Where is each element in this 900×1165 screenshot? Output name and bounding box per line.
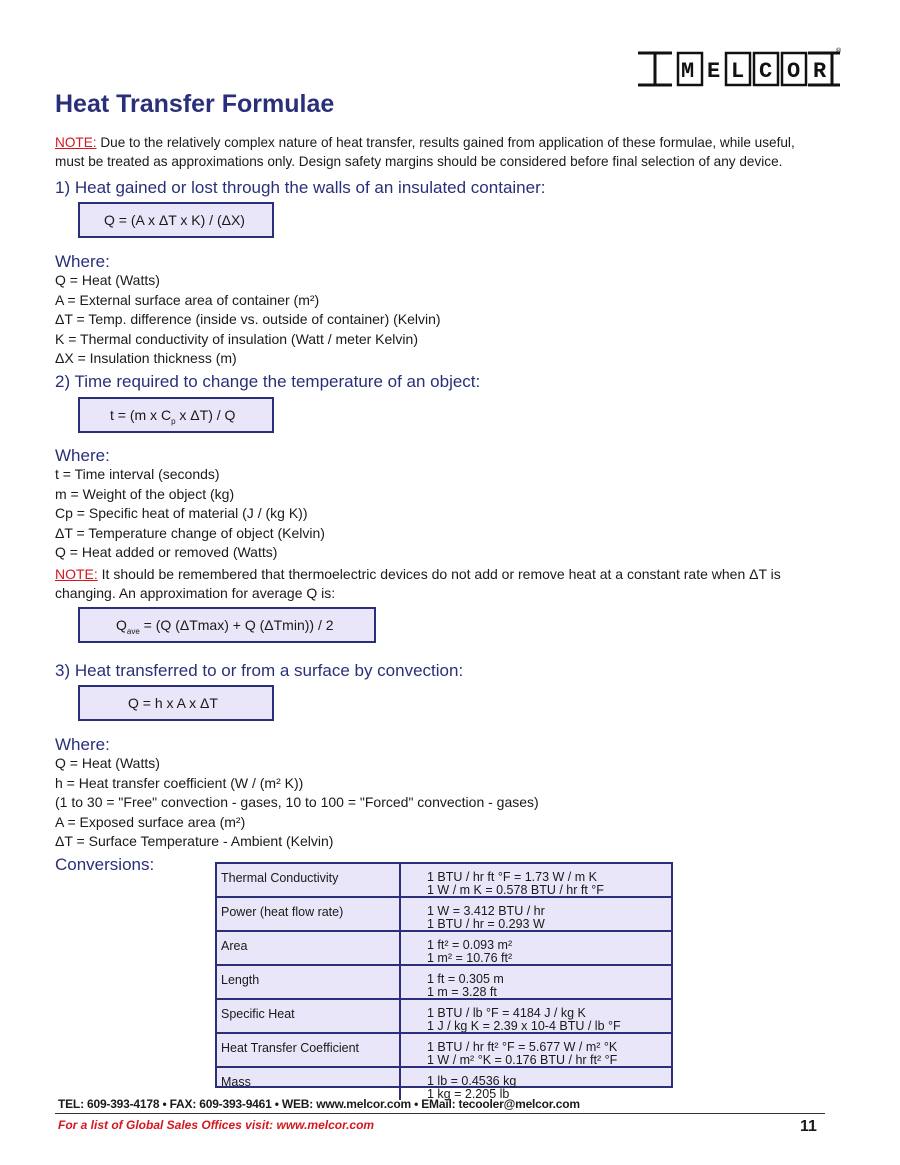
conversion-values	[401, 864, 671, 896]
conversion-line: 1 kg = 2.205 lb	[427, 1086, 510, 1101]
footer-offices-link[interactable]: For a list of Global Sales Offices visit: www.melcor.com	[58, 1118, 375, 1132]
note-2-label: NOTE:	[55, 566, 98, 582]
conversion-line: 1 J / kg K = 2.39 x 10-4 BTU / lb °F	[427, 1018, 621, 1033]
formula-box-2	[78, 397, 274, 433]
table-row	[217, 930, 671, 964]
conversion-line: 1 ft = 0.305 m	[427, 972, 504, 986]
definition-item: m = Weight of the object (kg)	[55, 485, 235, 502]
note-text-2: must be treated as approximations only. Design safety margins should be considered before final selection of any device.	[55, 154, 783, 169]
conversion-values	[401, 932, 671, 964]
logo-letter-l: L	[731, 59, 745, 84]
formula-1: Q = (A x ΔT x K) / (ΔX)	[104, 212, 245, 228]
definition-item: (1 to 30 = "Free" convection - gases, 10 to 100 = "Forced" convection - gases)	[55, 794, 539, 810]
definition-item: K = Thermal conductivity of insulation (Watt / meter Kelvin)	[55, 330, 418, 347]
definition-item: ΔT = Temp. difference (inside vs. outside of container) (Kelvin)	[55, 311, 441, 327]
melcor-logo	[636, 47, 844, 89]
conversion-line: 1 W / m² °K = 0.176 BTU / hr ft² °F	[427, 1052, 618, 1067]
registered-mark: ®	[836, 48, 842, 55]
conversion-line: 1 BTU / hr ft² °F = 5.677 W / m² °K	[427, 1040, 618, 1054]
where-label-2: Where:	[55, 446, 110, 465]
conversion-line: 1 lb = 0.4536 kg	[427, 1074, 517, 1088]
formula-3: Q = h x A x ΔT	[128, 695, 218, 711]
conversion-name: Mass	[217, 1068, 401, 1100]
conversion-values	[401, 1068, 671, 1100]
definition-item: Q = Heat added or removed (Watts)	[55, 544, 278, 560]
conversion-line: 1 BTU / lb °F = 4184 J / kg K	[427, 1006, 586, 1020]
section-2-heading: 2) Time required to change the temperature of an object:	[55, 372, 481, 391]
definitions-3	[55, 754, 539, 852]
formula-box-1	[78, 202, 274, 238]
conversion-line: 1 W / m K = 0.578 BTU / hr ft °F	[427, 882, 604, 897]
page-title: Heat Transfer Formulae	[55, 90, 335, 118]
conversion-name: Area	[217, 932, 401, 964]
table-row	[217, 998, 671, 1032]
definition-item: A = External surface area of container (m²)	[55, 291, 320, 308]
avg-q-sub: ave	[126, 626, 140, 636]
definition-item: ΔT = Surface Temperature - Ambient (Kelvin)	[55, 833, 334, 849]
conversion-name: Specific Heat	[217, 1000, 401, 1032]
definition-item: h = Heat transfer coefficient (W / (m² K))	[55, 774, 304, 791]
page-number: 11	[800, 1118, 817, 1135]
conversion-values	[401, 1034, 671, 1066]
footer-divider	[55, 1113, 825, 1114]
logo-letter-m: M	[681, 59, 695, 84]
formula-2-post: x ΔT) / Q	[175, 407, 236, 423]
conversion-line: 1 m = 3.28 ft	[427, 984, 497, 999]
definitions-2	[55, 465, 325, 563]
definition-item: Q = Heat (Watts)	[55, 272, 160, 288]
note-label: NOTE:	[55, 135, 97, 150]
definition-item: ΔT = Temperature change of object (Kelvin)	[55, 524, 325, 541]
logo-letter-e: E	[707, 59, 721, 84]
conversion-name: Heat Transfer Coefficient	[217, 1034, 401, 1066]
definition-item: A = Exposed surface area (m²)	[55, 813, 246, 830]
definitions-1	[55, 271, 441, 369]
conversions-table	[215, 862, 673, 1101]
conversion-line: 1 W = 3.412 BTU / hr	[427, 904, 545, 918]
intro-note	[55, 133, 855, 171]
conversions-label: Conversions:	[55, 855, 155, 874]
conversion-values	[401, 898, 671, 930]
definition-item: ΔX = Insulation thickness (m)	[55, 350, 237, 366]
avg-q-post: = (Q (ΔTmax) + Q (ΔTmin)) / 2	[139, 617, 334, 633]
conversion-values	[401, 1000, 671, 1032]
where-label-3: Where:	[55, 735, 110, 754]
logo-letter-o: O	[787, 59, 801, 84]
table-row	[217, 1066, 671, 1100]
average-q-box	[78, 607, 376, 643]
table-row	[217, 964, 671, 998]
conversion-name: Power (heat flow rate)	[217, 898, 401, 930]
footer-contact: TEL: 609-393-4178 • FAX: 609-393-9461 • WEB: www.melcor.com • EMail: tecooler@melcor.com	[58, 1097, 580, 1111]
where-label-1: Where:	[55, 252, 110, 271]
conversion-line: 1 BTU / hr = 0.293 W	[427, 916, 545, 931]
conversion-line: 1 BTU / hr ft °F = 1.73 W / m K	[427, 870, 597, 884]
note-text-1: Due to the relatively complex nature of heat transfer, results gained from application of these formulae, while useful,	[96, 135, 795, 150]
note-2-text-2: changing. An approximation for average Q is:	[55, 585, 336, 601]
table-row	[217, 864, 671, 896]
avg-q-pre: Q	[116, 617, 127, 633]
section-3-heading: 3) Heat transferred to or from a surface by convection:	[55, 661, 464, 680]
logo-letter-r: R	[813, 59, 827, 84]
conversion-values	[401, 966, 671, 998]
logo-letter-c: C	[759, 59, 773, 84]
conversion-name: Length	[217, 966, 401, 998]
formula-2-sub: p	[171, 416, 176, 426]
definition-item: Q = Heat (Watts)	[55, 755, 160, 771]
note-2	[55, 565, 855, 603]
table-row	[217, 896, 671, 930]
formula-2-pre: t = (m x C	[110, 407, 172, 423]
section-1-heading: 1) Heat gained or lost through the walls of an insulated container:	[55, 178, 546, 197]
conversion-name: Thermal Conductivity	[217, 864, 401, 896]
conversion-line: 1 m² = 10.76 ft²	[427, 950, 513, 965]
note-2-text-1: It should be remembered that thermoelectric devices do not add or remove heat at a constant rate when ΔT is	[97, 566, 781, 582]
definition-item: Cp = Specific heat of material (J / (kg K))	[55, 505, 308, 521]
conversion-line: 1 ft² = 0.093 m²	[427, 938, 513, 952]
formula-box-3	[78, 685, 274, 721]
table-row	[217, 1032, 671, 1066]
definition-item: t = Time interval (seconds)	[55, 466, 220, 482]
